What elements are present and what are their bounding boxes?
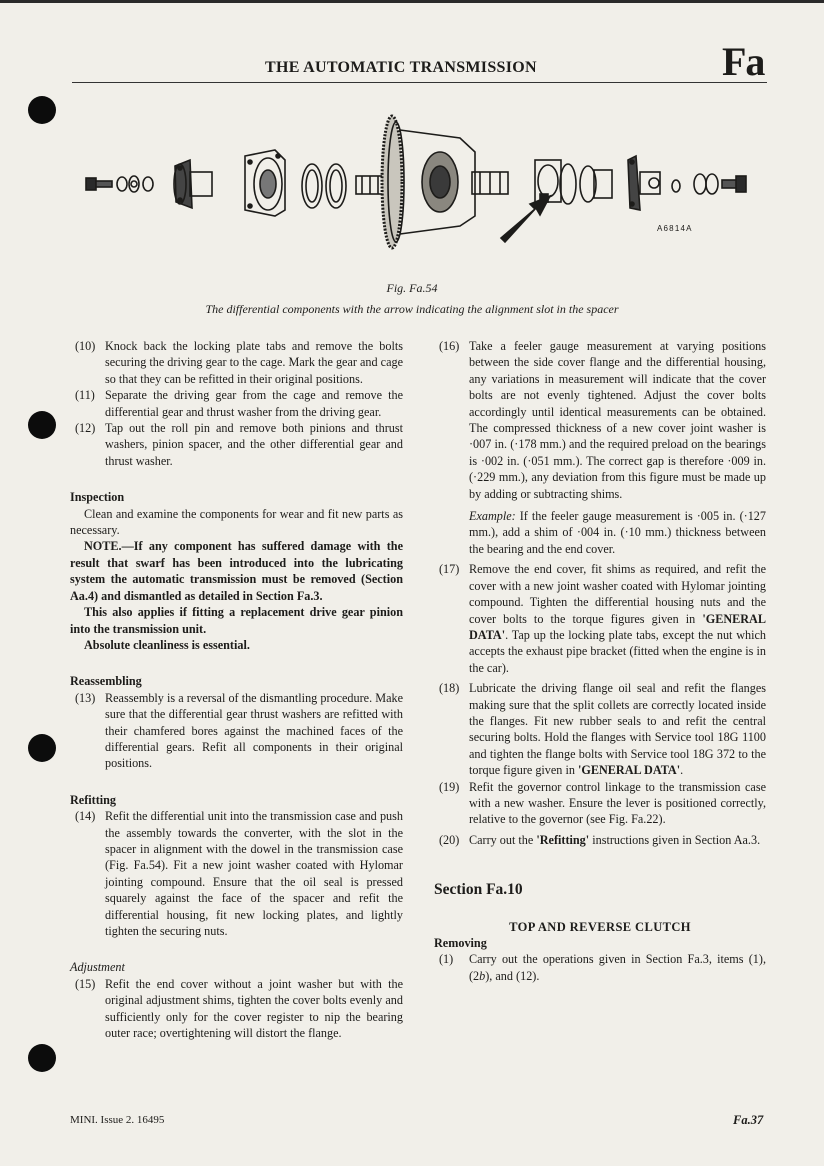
step-12: (12) Tap out the roll pin and remove both pinions and thrust washers, pinion spacer, and the other differential gear and thrust washer. bbox=[75, 421, 403, 468]
washer-6 bbox=[706, 174, 718, 194]
adjustment-heading: Adjustment bbox=[70, 960, 125, 975]
removing-heading: Removing bbox=[434, 936, 487, 950]
inspection-heading: Inspection bbox=[70, 490, 125, 505]
inspection-note-2: This also applies if fitting a replacement drive gear pinion into the transmission unit. bbox=[70, 605, 403, 636]
section-subtitle: TOP AND REVERSE CLUTCH bbox=[509, 919, 691, 934]
washer-3 bbox=[143, 177, 153, 191]
inspection-note-3: Absolute cleanliness is essential. bbox=[84, 637, 250, 652]
step-11: (11) Separate the driving gear from the cage and remove the differential gear and thrust washer from the driving gear. bbox=[75, 388, 403, 419]
reassembling-heading: Reassembling bbox=[70, 674, 142, 689]
left-column bbox=[70, 338, 403, 1041]
driving-gear bbox=[382, 116, 508, 248]
right-housing bbox=[580, 166, 612, 202]
footer-issue: MINI. Issue 2. 16495 bbox=[70, 1114, 165, 1126]
right-column bbox=[434, 338, 766, 984]
bolt-left bbox=[86, 178, 112, 190]
inspection-note: NOTE.—If any component has suffered damage with the result that swarf has been introduced into the lubricating system the automatic transmission must be removed (Section Aa.4) and dismantled as detailed in Section Fa.3. bbox=[70, 539, 403, 603]
washer-5 bbox=[694, 174, 706, 194]
step-13: (13) Reassembly is a reversal of the dismantling procedure. Make sure that the differential gear thrust washers are refitted with their chamfered bores against the machined faces of the differential gears. Refit all components in their original positions. bbox=[75, 690, 403, 771]
punch-hole-2 bbox=[28, 411, 56, 439]
step-18: (18) Lubricate the driving flange oil seal and refit the flanges making sure that the split collets are correctly located inside the flanges. Fit new rubber seals to and refit the central securing bolts. Hold the flanges with Service tool 18G 1100 and tighten the flange bolts with Service tool 18G 372 to the torque figure given in 'GENERAL DATA'. bbox=[439, 681, 766, 778]
spacer bbox=[535, 160, 576, 204]
punch-hole-1 bbox=[28, 96, 56, 124]
drawing-code: A6814A bbox=[657, 224, 693, 233]
page-title: THE AUTOMATIC TRANSMISSION bbox=[265, 59, 537, 76]
refitting-heading: Refitting bbox=[70, 792, 117, 807]
step-15: (15) Refit the end cover without a joint washer but with the original adjustment shims, tighten the cover bolts evenly and sufficiently only for the cover register to nip the bearing outer race; overtightening will distort the flange. bbox=[75, 976, 403, 1041]
step-20: (20) Carry out the 'Refitting' instructions given in Section Aa.3. bbox=[439, 832, 761, 847]
left-flange bbox=[174, 160, 212, 208]
example-paragraph: Example: If the feeler gauge measurement is ·005 in. (·127 mm.), add a shim of ·004 in. (·10 mm.) thickness between the bearing and the end cover. bbox=[469, 509, 766, 556]
left-housing bbox=[245, 150, 285, 216]
alignment-arrow bbox=[501, 196, 550, 242]
step-1: (1) Carry out the operations given in Section Fa.3, items (1), (2b), and (12). bbox=[439, 952, 766, 983]
step-17: (17) Remove the end cover, fit shims as required, and refit the cover with a new joint washer coated with Hylomar jointing compound. Tighten the differential housing nuts and the cover bolts to the torque figures given in 'GENERAL DATA'. Tap up the locking plate tabs, except the nut which accepts the exhaust pipe bracket (fitted when the engine is in the car). bbox=[439, 562, 766, 675]
punch-hole-3 bbox=[28, 734, 56, 762]
section-code: Fa bbox=[722, 39, 765, 84]
step-10: (10) Knock back the locking plate tabs and remove the bolts securing the driving gear to the cage. Mark the gear and cage so that they can be refitted in their original positions. bbox=[75, 339, 403, 386]
step-16: (16) Take a feeler gauge measurement at varying positions between the side cover flange and the differential housing, any variations in measurement will indicate that the cover bolts are not evenly tightened. Adjust the cover bolts accordingly until identical measurements can be obtained. The compressed thickness of a new cover joint washer is ·007 in. (·178 mm.) and the required preload on the bearings is ·002 in. (·051 mm.). The correct gap is therefore ·009 in. (·229 mm.), any deviation from this figure must be made up by adding or subtracting shims. bbox=[439, 339, 766, 501]
page-number: Fa.37 bbox=[733, 1113, 764, 1127]
figure-label: Fig. Fa.54 bbox=[386, 281, 438, 295]
figure-caption: The differential components with the arrow indicating the alignment slot in the spacer bbox=[205, 302, 619, 316]
step-14: (14) Refit the differential unit into the transmission case and push the assembly towards the converter, with the slot in the spacer in alignment with the dowel in the transmission case (Fig. Fa.54). Fit a new joint washer coated with Hylomar jointing compound. Ensure that the oil seal is pressed squarely against the face of the spacer and refit the differential housing, fit new locking plates, and lightly tighten the securing nuts. bbox=[75, 809, 403, 938]
section-title: Section Fa.10 bbox=[434, 881, 523, 899]
bolt-right bbox=[722, 176, 746, 192]
washer-1 bbox=[117, 177, 127, 191]
step-19: (19) Refit the governor control linkage to the transmission case with a new washer. Ensure the lever is positioned correctly, relative to the governor (see Fig. Fa.22). bbox=[439, 779, 766, 827]
inspection-text: Clean and examine the components for wear and fit new parts as necessary. bbox=[70, 506, 403, 538]
right-flange bbox=[628, 156, 660, 210]
page-top-edge bbox=[0, 0, 824, 3]
washer-4 bbox=[672, 180, 680, 192]
header-rule bbox=[72, 82, 767, 83]
punch-hole-4 bbox=[28, 1044, 56, 1072]
